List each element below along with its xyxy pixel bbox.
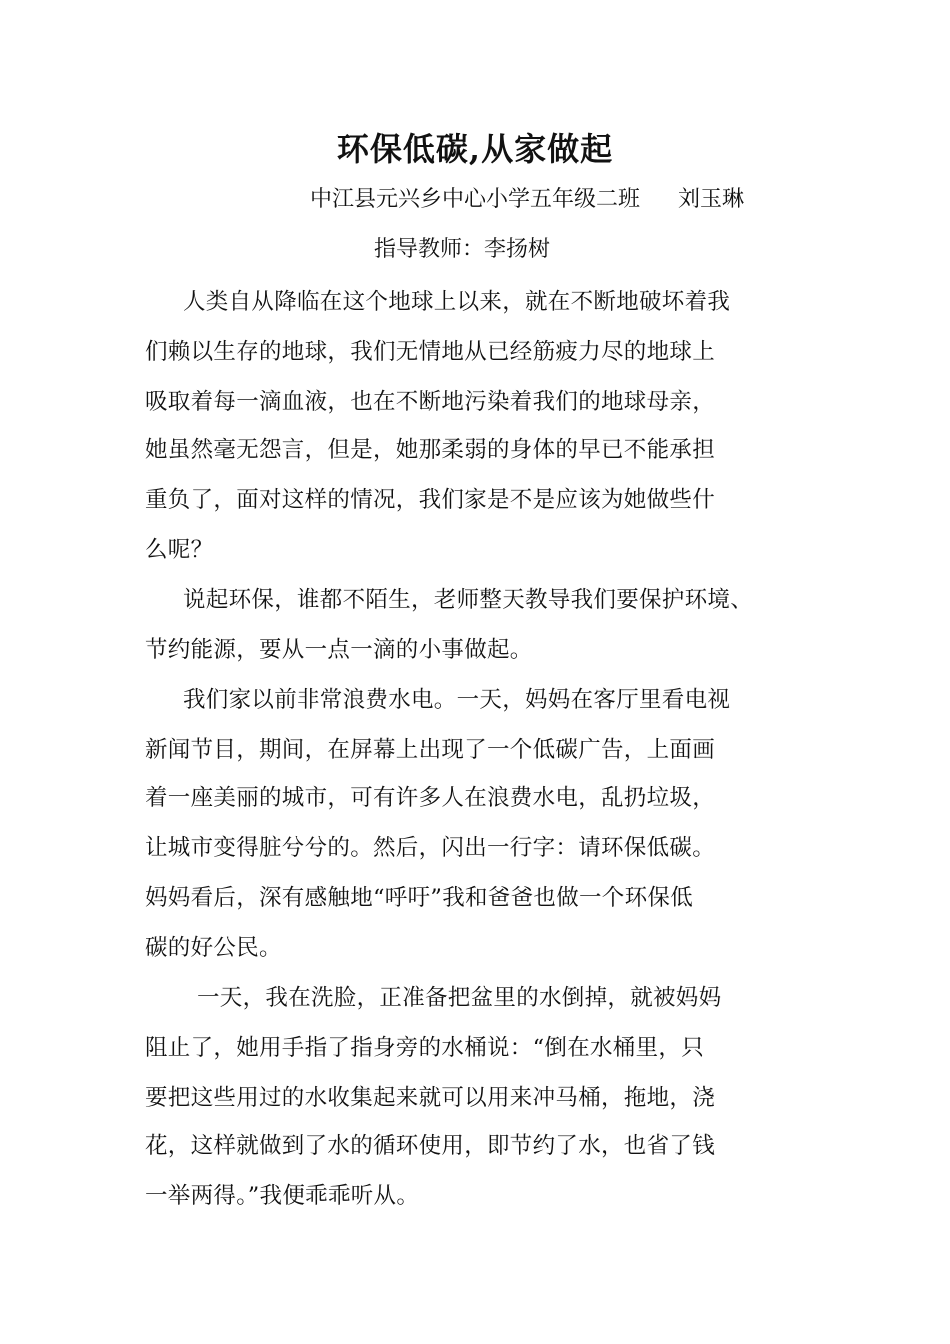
- paragraph-line: 重负了，面对这样的情况，我们家是不是应该为她做些什: [145, 487, 716, 513]
- paragraph-line: 我们家以前非常浪费水电。一天，妈妈在客厅里看电视: [183, 687, 731, 713]
- paragraph-line: 一举两得。”我便乖乖听从。: [145, 1183, 420, 1209]
- paragraph-line: 碳的好公民。: [145, 935, 282, 961]
- author-name: 刘玉琳: [678, 187, 745, 212]
- paragraph-line: 让城市变得脏兮兮的。然后，闪出一行字：请环保低碳。: [145, 835, 716, 861]
- paragraph-line: 们赖以生存的地球，我们无情地从已经筋疲力尽的地球上: [145, 339, 716, 365]
- essay-title: 环保低碳,从家做起: [336, 130, 614, 168]
- paragraph-line: 吸取着每一滴血液，也在不断地污染着我们的地球母亲，: [145, 389, 716, 415]
- paragraph-line: 她虽然毫无怨言，但是，她那柔弱的身体的早已不能承担: [145, 437, 716, 463]
- school-class: 中江县元兴乡中心小学五年级二班: [310, 187, 641, 212]
- instructor-line: 指导教师：李扬树: [374, 237, 551, 262]
- paragraph-line: 说起环保，谁都不陌生，老师整天教导我们要保护环境、: [183, 587, 754, 613]
- paragraph-line: 新闻节目，期间，在屏幕上出现了一个低碳广告，上面画: [145, 737, 716, 763]
- paragraph-line: 着一座美丽的城市，可有许多人在浪费水电，乱扔垃圾，: [145, 785, 716, 811]
- paragraph-line: 么呢？: [145, 537, 214, 563]
- paragraph-line: 妈妈看后，深有感触地“呼吁”我和爸爸也做一个环保低: [145, 885, 694, 911]
- paragraph-line: 要把这些用过的水收集起来就可以用来冲马桶，拖地，浇: [145, 1085, 716, 1111]
- paragraph-line: 一天，我在洗脸，正准备把盆里的水倒掉，就被妈妈: [197, 985, 722, 1011]
- paragraph-line: 阻止了，她用手指了指身旁的水桶说：“倒在水桶里，只: [145, 1035, 705, 1061]
- paragraph-line: 人类自从降临在这个地球上以来，就在不断地破坏着我: [183, 289, 731, 315]
- paragraph-line: 节约能源，要从一点一滴的小事做起。: [145, 637, 533, 663]
- paragraph-line: 花，这样就做到了水的循环使用，即节约了水，也省了钱: [145, 1133, 716, 1159]
- byline: [310, 182, 744, 218]
